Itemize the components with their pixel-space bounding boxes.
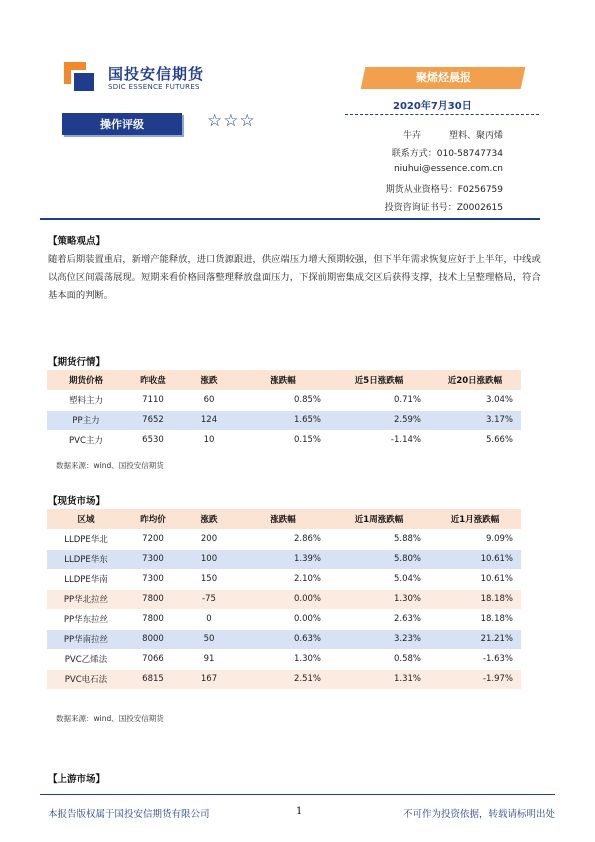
- spot-header-cell: 昨均价: [125, 509, 181, 529]
- table-cell: 7800: [125, 609, 181, 629]
- report-type-label: 聚烯烃晨报: [415, 71, 471, 84]
- table-cell: PP华东拉丝: [47, 609, 125, 629]
- table-cell: 18.18%: [429, 589, 521, 609]
- page-number: 1: [296, 806, 303, 817]
- table-cell: 1.65%: [237, 410, 329, 430]
- table-cell: 7800: [125, 589, 181, 609]
- table-cell: 124: [181, 410, 237, 430]
- table-cell: 6815: [125, 669, 181, 689]
- futures-header-cell: 近20日涨跌幅: [429, 370, 521, 390]
- table-row: [47, 669, 521, 689]
- spot-header-cell: 涨跌幅: [237, 509, 329, 529]
- table-cell: 2.86%: [237, 529, 329, 549]
- logo-english-name: SDIC ESSENCE FUTURES: [108, 83, 200, 91]
- table-cell: 2.10%: [237, 569, 329, 589]
- table-cell: 1.31%: [329, 669, 429, 689]
- table-cell: 7300: [125, 549, 181, 569]
- table-cell: 10: [181, 430, 237, 450]
- spot-header-row: [47, 509, 521, 529]
- table-cell: 塑料主力: [47, 390, 125, 410]
- spot-source: 数据来源：wind、国投安信期货: [56, 714, 164, 723]
- table-row: [47, 430, 521, 450]
- table-cell: 3.04%: [429, 390, 521, 410]
- logo-chinese-name: 国投安信期货: [108, 65, 205, 83]
- footer-divider: [40, 794, 555, 795]
- table-cell: 91: [181, 649, 237, 669]
- table-row: [47, 629, 521, 649]
- table-row: [47, 529, 521, 549]
- table-cell: PP主力: [47, 410, 125, 430]
- table-cell: 10.61%: [429, 549, 521, 569]
- table-cell: -1.63%: [429, 649, 521, 669]
- table-cell: 18.18%: [429, 609, 521, 629]
- table-row: [47, 649, 521, 669]
- table-cell: 5.66%: [429, 430, 521, 450]
- table-cell: 0.85%: [237, 390, 329, 410]
- futures-header-cell: 期货价格: [47, 370, 125, 390]
- spot-table: [47, 509, 521, 690]
- strategy-title: 【策略观点】: [48, 236, 106, 247]
- invest-license: 投资咨询证书号：Z0002615: [384, 203, 503, 213]
- header-divider: [40, 218, 540, 220]
- table-row: [47, 569, 521, 589]
- author-line: [403, 128, 503, 141]
- table-cell: 1.30%: [329, 589, 429, 609]
- futures-title: 【期货行情】: [48, 357, 106, 368]
- spot-header-cell: 涨跌: [181, 509, 237, 529]
- table-cell: 1.30%: [237, 649, 329, 669]
- futures-header-row: [47, 370, 521, 390]
- table-cell: 200: [181, 529, 237, 549]
- table-cell: PVC电石法: [47, 669, 125, 689]
- table-cell: 6530: [125, 430, 181, 450]
- table-cell: 100: [181, 549, 237, 569]
- rating-stars-icon: ☆☆☆: [207, 111, 256, 131]
- table-cell: 9.09%: [429, 529, 521, 549]
- table-cell: 150: [181, 569, 237, 589]
- table-cell: 7066: [125, 649, 181, 669]
- table-cell: 0.00%: [237, 609, 329, 629]
- table-row: [47, 549, 521, 569]
- table-cell: 60: [181, 390, 237, 410]
- table-cell: 2.59%: [329, 410, 429, 430]
- futures-table: [47, 370, 521, 451]
- table-cell: 7300: [125, 569, 181, 589]
- table-cell-negative: -75: [181, 589, 237, 609]
- table-cell: 3.23%: [329, 629, 429, 649]
- table-cell: PP华北拉丝: [47, 589, 125, 609]
- table-cell: 5.04%: [329, 569, 429, 589]
- footer-copyright: 本报告版权属于国投安信期货有限公司: [48, 809, 210, 820]
- table-cell: 7200: [125, 529, 181, 549]
- contact-email: niuhui@essence.com.cn: [393, 164, 503, 174]
- author-name: 牛卉: [402, 131, 421, 141]
- futures-source: 数据来源：wind、国投安信期货: [56, 461, 164, 470]
- table-cell: 5.88%: [329, 529, 429, 549]
- logo-blue-square: [71, 70, 97, 94]
- spot-title: 【现货市场】: [48, 496, 106, 507]
- spot-header-cell: 近1月涨跌幅: [429, 509, 521, 529]
- table-cell: 50: [181, 629, 237, 649]
- table-row: [47, 609, 521, 629]
- table-cell: 3.17%: [429, 410, 521, 430]
- footer-disclaimer: 不可作为投资依据，转载请标明出处: [402, 809, 555, 820]
- table-row: [47, 589, 521, 609]
- table-cell: LLDPE华东: [47, 549, 125, 569]
- table-cell: 7652: [125, 410, 181, 430]
- upstream-title: 【上游市场】: [48, 774, 106, 785]
- report-date: 2020年7月30日: [393, 101, 472, 112]
- futures-header-cell: 涨跌: [181, 370, 237, 390]
- table-cell: 0.00%: [237, 589, 329, 609]
- table-cell: 0: [181, 609, 237, 629]
- contact-phone: 联系方式：010-58747734: [391, 149, 503, 159]
- table-cell: 167: [181, 669, 237, 689]
- table-cell: LLDPE华北: [47, 529, 125, 549]
- table-cell: 8000: [125, 629, 181, 649]
- table-cell: PP华南拉丝: [47, 629, 125, 649]
- table-cell: PVC乙烯法: [47, 649, 125, 669]
- table-cell: 0.15%: [237, 430, 329, 450]
- spot-header-cell: 近1周涨跌幅: [329, 509, 429, 529]
- table-cell: 0.58%: [329, 649, 429, 669]
- spot-header-cell: 区域: [47, 509, 125, 529]
- futures-header-cell: 昨收盘: [125, 370, 181, 390]
- strategy-text: 随着后期装置重启，新增产能释放，进口货源跟进，供应端压力增大预期较强，但下半年需求恢复应好于上半年，中线或以高位区间震荡展现。短期来看价格回落整理释放盘面压力，下探前期密集成交区后获得支撑，技术上呈整理格局，符合基本面的判断。: [48, 254, 541, 301]
- header-dotted-divider: [345, 114, 539, 115]
- table-cell: 21.21%: [429, 629, 521, 649]
- table-cell: 0.63%: [237, 629, 329, 649]
- rating-label-box: 操作评级: [62, 113, 182, 135]
- table-cell: 2.51%: [237, 669, 329, 689]
- table-cell: PVC主力: [47, 430, 125, 450]
- table-cell: 10.61%: [429, 569, 521, 589]
- table-cell: 2.63%: [329, 609, 429, 629]
- futures-header-cell: 近5日涨跌幅: [329, 370, 429, 390]
- table-cell: 0.71%: [329, 390, 429, 410]
- table-row: [47, 410, 521, 430]
- table-cell: 1.39%: [237, 549, 329, 569]
- author-products: 塑料、聚丙烯: [448, 131, 503, 141]
- futures-license: 期货从业资格号：F0256759: [385, 185, 503, 195]
- table-cell: LLDPE华南: [47, 569, 125, 589]
- futures-header-cell: 涨跌幅: [237, 370, 329, 390]
- table-cell: 5.80%: [329, 549, 429, 569]
- company-logo-mark: [64, 62, 104, 94]
- report-type-banner: [361, 67, 526, 89]
- table-cell: -1.97%: [429, 669, 521, 689]
- table-cell: -1.14%: [329, 430, 429, 450]
- table-cell: 7110: [125, 390, 181, 410]
- table-row: [47, 390, 521, 410]
